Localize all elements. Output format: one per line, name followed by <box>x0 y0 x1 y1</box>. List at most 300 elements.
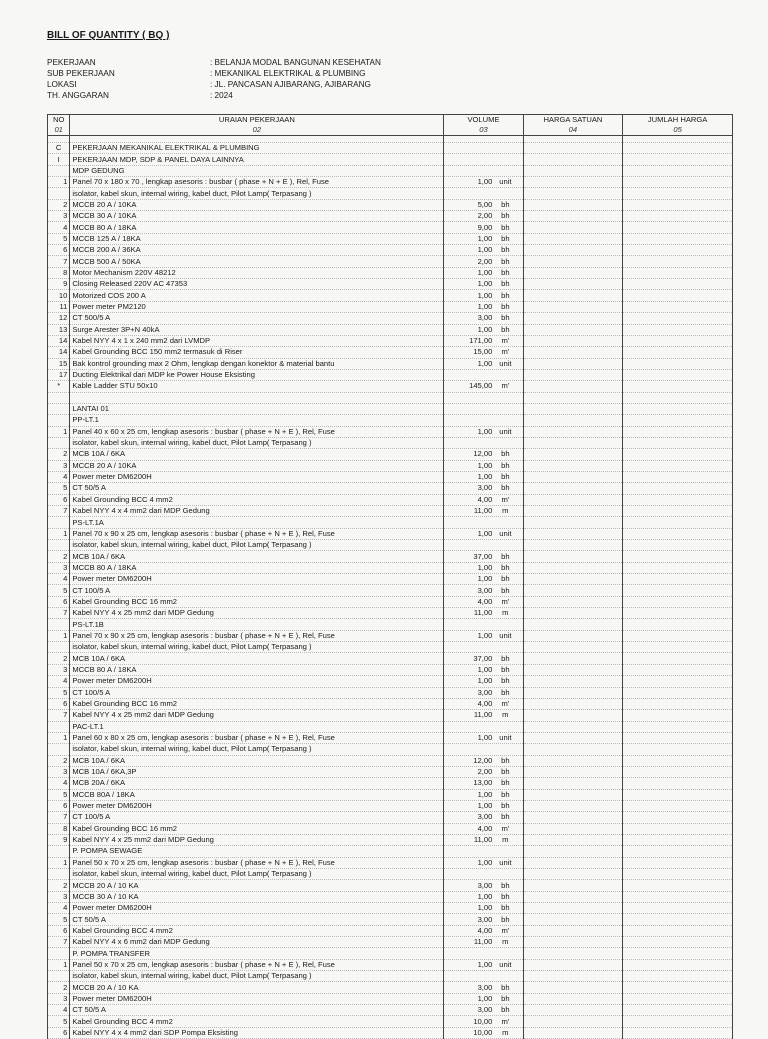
jumlah-harga-cell <box>623 903 733 914</box>
row-number: 14 <box>48 347 70 358</box>
volume-wrap <box>446 597 520 607</box>
row-number: * <box>48 381 70 392</box>
volume-unit: m' <box>501 336 510 346</box>
harga-satuan-cell <box>523 812 623 823</box>
volume-unit: bh <box>501 891 510 901</box>
row-number: 1 <box>48 959 70 970</box>
table-row <box>48 211 733 222</box>
volume-unit: bh <box>501 801 510 811</box>
item-description: Power meter DM6200H <box>70 574 444 585</box>
table-row <box>48 199 733 210</box>
harga-satuan-cell <box>523 483 623 494</box>
table-row <box>48 449 733 460</box>
harga-satuan-cell <box>523 687 623 698</box>
volume-wrap <box>446 313 520 323</box>
harga-satuan-cell <box>523 517 623 528</box>
jumlah-harga-cell <box>623 755 733 766</box>
meta-row-tahun-anggaran <box>47 90 381 101</box>
volume-wrap <box>446 824 520 834</box>
volume-unit: m <box>502 835 509 845</box>
volume-value: 1,00 <box>477 789 493 799</box>
volume-value: 1,00 <box>477 993 493 1003</box>
row-number: 6 <box>48 925 70 936</box>
harga-satuan-cell <box>523 1005 623 1016</box>
harga-satuan-cell <box>523 143 623 154</box>
volume-cell <box>444 687 523 698</box>
volume-value: 1,00 <box>477 676 493 686</box>
volume-value: 1,00 <box>477 358 493 368</box>
volume-unit: bh <box>501 301 510 311</box>
row-number: 6 <box>48 494 70 505</box>
table-body <box>48 136 733 1039</box>
item-description: Motor Mechanism 220V 48212 <box>70 267 444 278</box>
col-code: 05 <box>623 125 733 136</box>
volume-wrap <box>446 495 520 505</box>
harga-satuan-cell <box>523 392 623 403</box>
item-description: Motorized COS 200 A <box>70 290 444 301</box>
volume-wrap <box>446 461 520 471</box>
volume-cell <box>444 971 523 982</box>
item-description: CT 100/5 A <box>70 687 444 698</box>
harga-satuan-cell <box>523 136 623 143</box>
meta-row-lokasi <box>47 79 381 90</box>
harga-satuan-cell <box>523 551 623 562</box>
volume-wrap <box>446 608 520 618</box>
table-row <box>48 812 733 823</box>
volume-value: 3,00 <box>477 585 493 595</box>
volume-cell <box>444 528 523 539</box>
row-number: 5 <box>48 585 70 596</box>
jumlah-harga-cell <box>623 959 733 970</box>
jumlah-harga-cell <box>623 233 733 244</box>
jumlah-harga-cell <box>623 630 733 641</box>
item-description: Kabel NYY 4 x 1 x 240 mm2 dari LVMDP <box>70 335 444 346</box>
volume-value: 10,00 <box>473 1016 493 1026</box>
jumlah-harga-cell <box>623 562 733 573</box>
section-heading: PEKERJAAN MDP, SDP & PANEL DAYA LAINNYA <box>70 154 444 165</box>
item-description: isolator, kabel skun, internal wiring, kabel duct, Pilot Lamp( Terpasang ) <box>70 437 444 448</box>
volume-value: 1,00 <box>477 233 493 243</box>
volume-value: 1,00 <box>477 279 493 289</box>
row-number: 6 <box>48 245 70 256</box>
volume-value: 3,00 <box>477 687 493 697</box>
volume-cell <box>444 903 523 914</box>
harga-satuan-cell <box>523 313 623 324</box>
harga-satuan-cell <box>523 415 623 426</box>
item-description: Power meter DM6200H <box>70 993 444 1004</box>
harga-satuan-cell <box>523 710 623 721</box>
table-row <box>48 869 733 880</box>
jumlah-harga-cell <box>623 154 733 165</box>
jumlah-harga-cell <box>623 1027 733 1038</box>
table-row <box>48 676 733 687</box>
volume-wrap <box>446 688 520 698</box>
volume-wrap <box>446 483 520 493</box>
volume-cell <box>444 324 523 335</box>
volume-unit: bh <box>501 472 510 482</box>
volume-value: 1,00 <box>477 460 493 470</box>
volume-cell <box>444 585 523 596</box>
row-number: 7 <box>48 812 70 823</box>
table-row <box>48 823 733 834</box>
volume-value: 4,00 <box>477 699 493 709</box>
volume-wrap <box>446 574 520 584</box>
meta-row-pekerjaan <box>47 57 381 68</box>
item-description: MCB 10A / 6KA <box>70 653 444 664</box>
row-number: 7 <box>48 937 70 948</box>
col-header-harga-satuan: HARGA SATUAN <box>523 115 623 126</box>
item-description: MCCB 20 A / 10KA <box>70 199 444 210</box>
volume-value: 2,00 <box>477 256 493 266</box>
jumlah-harga-cell <box>623 789 733 800</box>
meta-label: PEKERJAAN <box>47 58 96 67</box>
table-row <box>48 687 733 698</box>
volume-unit: unit <box>499 358 512 368</box>
row-number <box>48 619 70 630</box>
row-number: 2 <box>48 880 70 891</box>
item-description: MCCB 200 A / 36KA <box>70 245 444 256</box>
jumlah-harga-cell <box>623 812 733 823</box>
volume-unit: unit <box>499 733 512 743</box>
table-row <box>48 437 733 448</box>
table-row <box>48 335 733 346</box>
volume-value: 4,00 <box>477 494 493 504</box>
table-row <box>48 324 733 335</box>
volume-wrap <box>446 801 520 811</box>
table-row <box>48 471 733 482</box>
harga-satuan-cell <box>523 471 623 482</box>
item-description: Power meter DM6200H <box>70 800 444 811</box>
row-number <box>48 540 70 551</box>
table-row <box>48 744 733 755</box>
volume-wrap <box>446 234 520 244</box>
jumlah-harga-cell <box>623 267 733 278</box>
jumlah-harga-cell <box>623 732 733 743</box>
volume-value: 3,00 <box>477 483 493 493</box>
table-row <box>48 540 733 551</box>
jumlah-harga-cell <box>623 857 733 868</box>
row-number: 6 <box>48 596 70 607</box>
volume-cell <box>444 664 523 675</box>
harga-satuan-cell <box>523 222 623 233</box>
jumlah-harga-cell <box>623 494 733 505</box>
item-description: Panel 70 x 90 x 25 cm, lengkap asesoris : busbar ( phase + N + E ), Rel, Fuse <box>70 528 444 539</box>
volume-cell <box>444 494 523 505</box>
row-number: I <box>48 154 70 165</box>
volume-value: 12,00 <box>473 449 493 459</box>
volume-wrap <box>446 506 520 516</box>
volume-unit: bh <box>501 551 510 561</box>
volume-cell <box>444 245 523 256</box>
item-description: Kabel NYY 4 x 25 mm2 dari MDP Gedung <box>70 608 444 619</box>
jumlah-harga-cell <box>623 551 733 562</box>
jumlah-harga-cell <box>623 136 733 143</box>
volume-unit: unit <box>499 426 512 436</box>
volume-wrap <box>446 665 520 675</box>
row-number <box>48 846 70 857</box>
row-number: 5 <box>48 1016 70 1027</box>
volume-unit: bh <box>501 687 510 697</box>
volume-cell <box>444 369 523 380</box>
volume-value: 1,00 <box>477 574 493 584</box>
table-row <box>48 392 733 403</box>
volume-cell <box>444 267 523 278</box>
harga-satuan-cell <box>523 698 623 709</box>
volume-wrap <box>446 347 520 357</box>
harga-satuan-cell <box>523 823 623 834</box>
section-heading: P. POMPA SEWAGE <box>70 846 444 857</box>
volume-wrap <box>446 336 520 346</box>
jumlah-harga-cell <box>623 279 733 290</box>
volume-wrap <box>446 937 520 947</box>
volume-wrap <box>446 699 520 709</box>
volume-value: 3,00 <box>477 914 493 924</box>
jumlah-harga-cell <box>623 1005 733 1016</box>
table-row <box>48 914 733 925</box>
harga-satuan-cell <box>523 211 623 222</box>
row-number: 9 <box>48 279 70 290</box>
row-number: 8 <box>48 823 70 834</box>
harga-satuan-cell <box>523 937 623 948</box>
table-row <box>48 585 733 596</box>
volume-value: 3,00 <box>477 1005 493 1015</box>
table-row <box>48 937 733 948</box>
volume-value: 15,00 <box>473 347 493 357</box>
volume-value: 1,00 <box>477 528 493 538</box>
volume-unit: bh <box>501 880 510 890</box>
jumlah-harga-cell <box>623 869 733 880</box>
harga-satuan-cell <box>523 324 623 335</box>
row-number: 15 <box>48 358 70 369</box>
item-description: Power meter DM6200H <box>70 903 444 914</box>
volume-unit: bh <box>501 245 510 255</box>
jumlah-harga-cell <box>623 778 733 789</box>
harga-satuan-cell <box>523 506 623 517</box>
table-row <box>48 1005 733 1016</box>
jumlah-harga-cell <box>623 313 733 324</box>
row-number: 1 <box>48 177 70 188</box>
volume-cell <box>444 460 523 471</box>
jumlah-harga-cell <box>623 471 733 482</box>
row-number <box>48 642 70 653</box>
volume-wrap <box>446 257 520 267</box>
jumlah-harga-cell <box>623 381 733 392</box>
item-description: isolator, kabel skun, internal wiring, kabel duct, Pilot Lamp( Terpasang ) <box>70 540 444 551</box>
table-row <box>48 619 733 630</box>
volume-cell <box>444 165 523 176</box>
item-description: Kabel Grounding BCC 4 mm2 <box>70 494 444 505</box>
harga-satuan-cell <box>523 732 623 743</box>
volume-wrap <box>446 835 520 845</box>
item-description: Kabel NYY 4 x 4 mm2 dari MDP Gedung <box>70 506 444 517</box>
row-number: 2 <box>48 653 70 664</box>
table-row <box>48 574 733 585</box>
harga-satuan-cell <box>523 369 623 380</box>
table-row <box>48 653 733 664</box>
volume-value: 2,00 <box>477 211 493 221</box>
jumlah-harga-cell <box>623 347 733 358</box>
item-description: Kabel NYY 4 x 4 mm2 dari SDP Pompa Eksisting <box>70 1027 444 1038</box>
harga-satuan-cell <box>523 290 623 301</box>
table-row <box>48 517 733 528</box>
item-description: Kabel Grounding BCC 16 mm2 <box>70 823 444 834</box>
item-description: Kabel Grounding BCC 16 mm2 <box>70 596 444 607</box>
volume-cell <box>444 136 523 143</box>
item-description: isolator, kabel skun, internal wiring, kabel duct, Pilot Lamp( Terpasang ) <box>70 744 444 755</box>
table-row <box>48 608 733 619</box>
table-row <box>48 301 733 312</box>
volume-value: 13,00 <box>473 778 493 788</box>
harga-satuan-cell <box>523 528 623 539</box>
harga-satuan-cell <box>523 608 623 619</box>
volume-unit: bh <box>501 664 510 674</box>
harga-satuan-cell <box>523 982 623 993</box>
section-heading: MDP GEDUNG <box>70 165 444 176</box>
jumlah-harga-cell <box>623 177 733 188</box>
harga-satuan-cell <box>523 857 623 868</box>
volume-wrap <box>446 812 520 822</box>
table-row <box>48 426 733 437</box>
table-row <box>48 494 733 505</box>
row-number: 1 <box>48 426 70 437</box>
jumlah-harga-cell <box>623 937 733 948</box>
item-description: Panel 60 x 80 x 25 cm, lengkap asesoris : busbar ( phase + N + E ), Rel, Fuse <box>70 732 444 743</box>
volume-value: 5,00 <box>477 199 493 209</box>
volume-value: 1,00 <box>477 733 493 743</box>
volume-wrap <box>446 552 520 562</box>
harga-satuan-cell <box>523 653 623 664</box>
volume-wrap <box>446 291 520 301</box>
volume-cell <box>444 993 523 1004</box>
harga-satuan-cell <box>523 154 623 165</box>
jumlah-harga-cell <box>623 846 733 857</box>
table-row <box>48 880 733 891</box>
row-number <box>48 948 70 959</box>
volume-unit: bh <box>501 313 510 323</box>
row-number: 12 <box>48 313 70 324</box>
item-description: MCCB 20 A / 10 KA <box>70 880 444 891</box>
jumlah-harga-cell <box>623 222 733 233</box>
col-header-uraian: URAIAN PEKERJAAN <box>70 115 444 126</box>
volume-cell <box>444 392 523 403</box>
harga-satuan-cell <box>523 165 623 176</box>
jumlah-harga-cell <box>623 721 733 732</box>
volume-unit: bh <box>501 812 510 822</box>
volume-value: 1,00 <box>477 177 493 187</box>
volume-unit: bh <box>501 562 510 572</box>
volume-value: 37,00 <box>473 653 493 663</box>
jumlah-harga-cell <box>623 914 733 925</box>
volume-wrap <box>446 325 520 335</box>
volume-unit: bh <box>501 903 510 913</box>
item-description: MCB 10A / 6KA <box>70 551 444 562</box>
item-description: MCCB 500 A / 50KA <box>70 256 444 267</box>
item-description: Kabel NYY 4 x 6 mm2 dari MDP Gedung <box>70 937 444 948</box>
volume-cell <box>444 211 523 222</box>
volume-unit: unit <box>499 959 512 969</box>
volume-cell <box>444 517 523 528</box>
meta-value: : JL. PANCASAN AJIBARANG, AJIBARANG <box>210 80 371 89</box>
table-row <box>48 415 733 426</box>
volume-value: 1,00 <box>477 472 493 482</box>
volume-wrap <box>446 563 520 573</box>
volume-cell <box>444 959 523 970</box>
harga-satuan-cell <box>523 642 623 653</box>
row-number: 2 <box>48 199 70 210</box>
volume-value: 1,00 <box>477 630 493 640</box>
table-row <box>48 642 733 653</box>
volume-wrap <box>446 790 520 800</box>
row-number: 7 <box>48 608 70 619</box>
item-description: isolator, kabel skun, internal wiring, kabel duct, Pilot Lamp( Terpasang ) <box>70 642 444 653</box>
row-number: 10 <box>48 290 70 301</box>
table-row <box>48 766 733 777</box>
item-description: MCCB 30 A / 10KA <box>70 211 444 222</box>
volume-wrap <box>446 245 520 255</box>
volume-value: 3,00 <box>477 313 493 323</box>
volume-value: 1,00 <box>477 267 493 277</box>
harga-satuan-cell <box>523 449 623 460</box>
harga-satuan-cell <box>523 381 623 392</box>
harga-satuan-cell <box>523 267 623 278</box>
volume-value: 1,00 <box>477 426 493 436</box>
jumlah-harga-cell <box>623 585 733 596</box>
jumlah-harga-cell <box>623 540 733 551</box>
volume-wrap <box>446 279 520 289</box>
col-code: 04 <box>523 125 623 136</box>
jumlah-harga-cell <box>623 676 733 687</box>
item-description: MCB 10A / 6KA,3P <box>70 766 444 777</box>
item-description: isolator, kabel skun, internal wiring, kabel duct, Pilot Lamp( Terpasang ) <box>70 869 444 880</box>
harga-satuan-cell <box>523 789 623 800</box>
volume-cell <box>444 290 523 301</box>
meta-label: TH. ANGGARAN <box>47 91 109 100</box>
document-title: BILL OF QUANTITY ( BQ ) <box>47 30 170 41</box>
volume-value: 1,00 <box>477 290 493 300</box>
volume-value: 3,00 <box>477 982 493 992</box>
volume-cell <box>444 608 523 619</box>
volume-value: 1,00 <box>477 857 493 867</box>
item-description: CT 50/5 A <box>70 914 444 925</box>
volume-cell <box>444 506 523 517</box>
volume-cell <box>444 857 523 868</box>
harga-satuan-cell <box>523 540 623 551</box>
volume-unit: m' <box>501 347 510 357</box>
item-description: CT 100/5 A <box>70 812 444 823</box>
table-row <box>48 245 733 256</box>
volume-cell <box>444 721 523 732</box>
row-number <box>48 165 70 176</box>
harga-satuan-cell <box>523 279 623 290</box>
item-description: Kabel Grounding BCC 4 mm2 <box>70 925 444 936</box>
table-code-row <box>48 125 733 136</box>
row-number: 11 <box>48 301 70 312</box>
harga-satuan-cell <box>523 880 623 891</box>
table-row <box>48 551 733 562</box>
table-row <box>48 1016 733 1027</box>
table-row <box>48 177 733 188</box>
volume-unit: m' <box>501 925 510 935</box>
item-description: MCB 20A / 6KA <box>70 778 444 789</box>
volume-cell <box>444 358 523 369</box>
row-number <box>48 721 70 732</box>
harga-satuan-cell <box>523 869 623 880</box>
harga-satuan-cell <box>523 993 623 1004</box>
harga-satuan-cell <box>523 903 623 914</box>
harga-satuan-cell <box>523 925 623 936</box>
volume-cell <box>444 755 523 766</box>
volume-unit: m' <box>501 699 510 709</box>
